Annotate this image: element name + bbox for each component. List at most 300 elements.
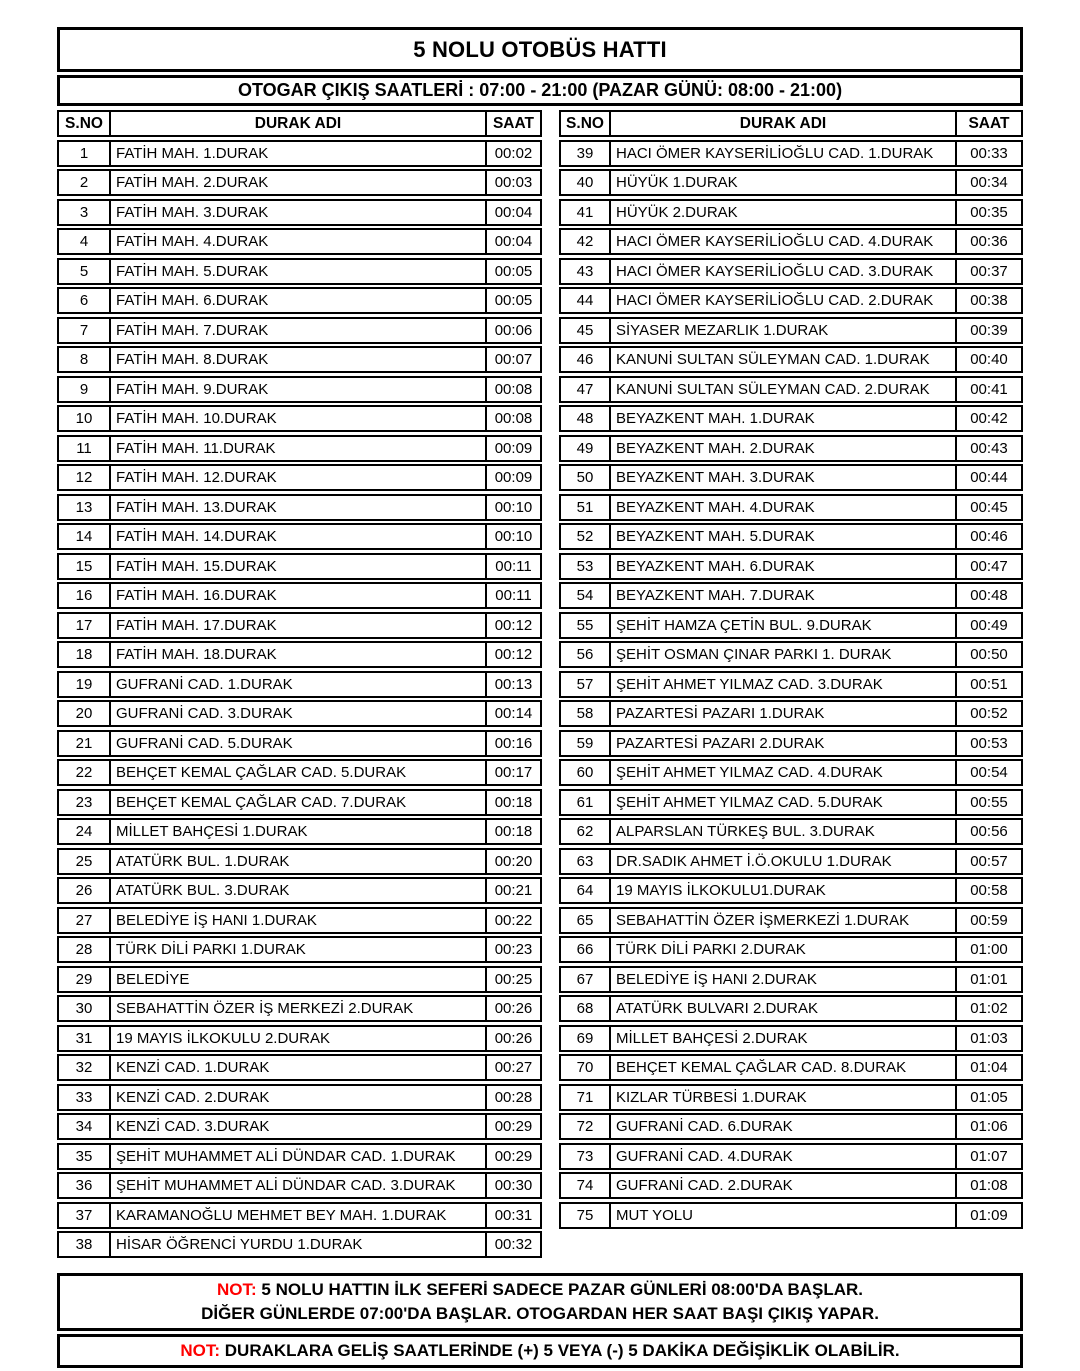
stop-time-cell: 00:20 — [485, 848, 542, 875]
stop-number-cell: 58 — [559, 700, 611, 727]
table-row — [559, 877, 1023, 904]
stop-name-cell: ATATÜRK BULVARI 2.DURAK — [609, 995, 957, 1022]
table-row — [559, 140, 1023, 167]
table-row — [559, 641, 1023, 668]
stop-time-cell: 01:07 — [955, 1143, 1023, 1170]
stop-number-cell: 48 — [559, 405, 611, 432]
stop-time-cell: 00:45 — [955, 494, 1023, 521]
footer-notes — [57, 1273, 1023, 1368]
note-line — [60, 1339, 1020, 1363]
stop-time-cell: 01:06 — [955, 1113, 1023, 1140]
stop-number-cell: 5 — [57, 258, 111, 285]
stop-time-cell: 00:47 — [955, 553, 1023, 580]
stop-number-cell: 71 — [559, 1084, 611, 1111]
stop-time-cell: 00:46 — [955, 523, 1023, 550]
stop-time-cell: 00:12 — [485, 612, 542, 639]
stop-number-cell: 52 — [559, 523, 611, 550]
table-row — [57, 435, 542, 462]
departure-hours-subtitle: OTOGAR ÇIKIŞ SAATLERİ : 07:00 - 21:00 (PAZAR GÜNÜ: 08:00 - 21:00) — [57, 75, 1023, 106]
table-row — [559, 612, 1023, 639]
stop-number-cell: 55 — [559, 612, 611, 639]
note-first-departure — [57, 1273, 1023, 1331]
stop-time-cell: 00:26 — [485, 1025, 542, 1052]
table-row — [559, 287, 1023, 314]
table-row — [559, 1025, 1023, 1052]
stop-time-cell: 00:33 — [955, 140, 1023, 167]
stop-number-cell: 60 — [559, 759, 611, 786]
stop-time-cell: 01:01 — [955, 966, 1023, 993]
stop-name-cell: ATATÜRK BUL. 1.DURAK — [109, 848, 487, 875]
stop-time-cell: 00:06 — [485, 317, 542, 344]
stop-number-cell: 63 — [559, 848, 611, 875]
stop-time-cell: 00:11 — [485, 582, 542, 609]
note-label: NOT: — [216, 1279, 257, 1299]
stop-name-cell: FATİH MAH. 16.DURAK — [109, 582, 487, 609]
stop-name-cell: TÜRK DİLİ PARKI 2.DURAK — [609, 936, 957, 963]
stop-name-cell: KENZİ CAD. 3.DURAK — [109, 1113, 487, 1140]
table-row — [57, 877, 542, 904]
table-row — [57, 1172, 542, 1199]
stop-number-cell: 14 — [57, 523, 111, 550]
stop-time-cell: 00:49 — [955, 612, 1023, 639]
stop-name-cell: FATİH MAH. 17.DURAK — [109, 612, 487, 639]
stop-time-cell: 00:09 — [485, 464, 542, 491]
table-row — [57, 228, 542, 255]
table-row — [559, 1172, 1023, 1199]
stop-number-cell: 45 — [559, 317, 611, 344]
stop-number-cell: 26 — [57, 877, 111, 904]
stop-time-cell: 00:10 — [485, 523, 542, 550]
table-row — [57, 582, 542, 609]
stop-number-cell: 46 — [559, 346, 611, 373]
stop-time-cell: 00:11 — [485, 553, 542, 580]
stop-name-cell: BELEDİYE — [109, 966, 487, 993]
stop-number-cell: 34 — [57, 1113, 111, 1140]
stop-number-cell: 7 — [57, 317, 111, 344]
stop-time-cell: 00:07 — [485, 346, 542, 373]
stop-time-cell: 00:44 — [955, 464, 1023, 491]
stop-number-cell: 68 — [559, 995, 611, 1022]
stop-time-cell: 00:23 — [485, 936, 542, 963]
stop-time-cell: 01:03 — [955, 1025, 1023, 1052]
stop-name-cell: FATİH MAH. 8.DURAK — [109, 346, 487, 373]
stop-name-cell: PAZARTESİ PAZARI 2.DURAK — [609, 730, 957, 757]
stop-name-cell: GUFRANİ CAD. 6.DURAK — [609, 1113, 957, 1140]
stop-number-cell: 44 — [559, 287, 611, 314]
table-row — [559, 346, 1023, 373]
stop-number-cell: 64 — [559, 877, 611, 904]
stop-number-cell: 10 — [57, 405, 111, 432]
stop-time-cell: 00:56 — [955, 818, 1023, 845]
stop-time-cell: 00:50 — [955, 641, 1023, 668]
stop-number-cell: 24 — [57, 818, 111, 845]
page-title: 5 NOLU OTOBÜS HATTI — [57, 27, 1023, 72]
table-row — [559, 523, 1023, 550]
stop-number-cell: 40 — [559, 169, 611, 196]
stop-number-cell: 25 — [57, 848, 111, 875]
table-row — [57, 523, 542, 550]
stop-name-cell: KIZLAR TÜRBESİ 1.DURAK — [609, 1084, 957, 1111]
table-row — [559, 671, 1023, 698]
table-row — [57, 995, 542, 1022]
table-row — [57, 641, 542, 668]
stop-number-cell: 28 — [57, 936, 111, 963]
table-row — [57, 612, 542, 639]
stop-number-cell: 13 — [57, 494, 111, 521]
stop-number-cell: 22 — [57, 759, 111, 786]
stop-name-cell: 19 MAYIS İLKOKULU 2.DURAK — [109, 1025, 487, 1052]
stop-number-cell: 43 — [559, 258, 611, 285]
stop-number-cell: 19 — [57, 671, 111, 698]
table-row — [559, 848, 1023, 875]
stop-time-cell: 01:04 — [955, 1054, 1023, 1081]
stop-time-cell: 00:02 — [485, 140, 542, 167]
table-row — [559, 317, 1023, 344]
stop-name-cell: FATİH MAH. 18.DURAK — [109, 641, 487, 668]
stop-time-cell: 00:27 — [485, 1054, 542, 1081]
table-row — [559, 818, 1023, 845]
table-row — [57, 317, 542, 344]
table-row — [559, 553, 1023, 580]
stop-number-cell: 53 — [559, 553, 611, 580]
stop-number-cell: 54 — [559, 582, 611, 609]
stop-number-cell: 6 — [57, 287, 111, 314]
stop-name-cell: HACI ÖMER KAYSERİLİOĞLU CAD. 3.DURAK — [609, 258, 957, 285]
stop-name-cell: DR.SADIK AHMET İ.Ö.OKULU 1.DURAK — [609, 848, 957, 875]
table-row — [57, 376, 542, 403]
stop-number-cell: 9 — [57, 376, 111, 403]
stop-name-cell: HÜYÜK 1.DURAK — [609, 169, 957, 196]
table-row — [559, 995, 1023, 1022]
table-row — [57, 730, 542, 757]
table-row — [57, 1202, 542, 1229]
table-row — [57, 759, 542, 786]
stop-name-cell: FATİH MAH. 12.DURAK — [109, 464, 487, 491]
stop-name-cell: MUT YOLU — [609, 1202, 957, 1229]
table-row — [57, 907, 542, 934]
stop-name-cell: ŞEHİT AHMET YILMAZ CAD. 4.DURAK — [609, 759, 957, 786]
stop-number-cell: 17 — [57, 612, 111, 639]
stop-name-cell: ŞEHİT AHMET YILMAZ CAD. 3.DURAK — [609, 671, 957, 698]
stop-name-cell: ŞEHİT HAMZA ÇETİN BUL. 9.DURAK — [609, 612, 957, 639]
table-row — [57, 1054, 542, 1081]
stop-time-cell: 00:05 — [485, 258, 542, 285]
table-row — [57, 287, 542, 314]
table-row — [57, 494, 542, 521]
stop-name-cell: BEHÇET KEMAL ÇAĞLAR CAD. 5.DURAK — [109, 759, 487, 786]
stop-number-cell: 37 — [57, 1202, 111, 1229]
table-row — [559, 936, 1023, 963]
stop-name-cell: ŞEHİT AHMET YILMAZ CAD. 5.DURAK — [609, 789, 957, 816]
stop-name-cell: BELEDİYE İŞ HANI 2.DURAK — [609, 966, 957, 993]
header-stop-name: DURAK ADI — [609, 110, 957, 137]
stop-time-cell: 00:53 — [955, 730, 1023, 757]
table-row — [559, 907, 1023, 934]
stop-name-cell: GUFRANİ CAD. 3.DURAK — [109, 700, 487, 727]
stop-number-cell: 73 — [559, 1143, 611, 1170]
stop-name-cell: HİSAR ÖĞRENCİ YURDU 1.DURAK — [109, 1231, 487, 1258]
stop-number-cell: 75 — [559, 1202, 611, 1229]
stop-time-cell: 00:05 — [485, 287, 542, 314]
stop-number-cell: 21 — [57, 730, 111, 757]
stop-name-cell: GUFRANİ CAD. 2.DURAK — [609, 1172, 957, 1199]
stop-name-cell: PAZARTESİ PAZARI 1.DURAK — [609, 700, 957, 727]
header-time: SAAT — [485, 110, 542, 137]
stop-name-cell: KANUNİ SULTAN SÜLEYMAN CAD. 2.DURAK — [609, 376, 957, 403]
table-row — [57, 464, 542, 491]
schedule-table-right — [559, 110, 1023, 1231]
stop-number-cell: 38 — [57, 1231, 111, 1258]
stop-number-cell: 69 — [559, 1025, 611, 1052]
table-row — [57, 346, 542, 373]
stop-time-cell: 00:22 — [485, 907, 542, 934]
table-row — [57, 1113, 542, 1140]
stop-name-cell: KARAMANOĞLU MEHMET BEY MAH. 1.DURAK — [109, 1202, 487, 1229]
table-row — [57, 848, 542, 875]
stop-name-cell: ŞEHİT MUHAMMET ALİ DÜNDAR CAD. 1.DURAK — [109, 1143, 487, 1170]
table-row — [559, 494, 1023, 521]
table-row — [559, 1084, 1023, 1111]
stop-name-cell: FATİH MAH. 4.DURAK — [109, 228, 487, 255]
stop-number-cell: 1 — [57, 140, 111, 167]
stop-name-cell: HACI ÖMER KAYSERİLİOĞLU CAD. 1.DURAK — [609, 140, 957, 167]
right-table-body — [559, 140, 1023, 1229]
stop-name-cell: FATİH MAH. 13.DURAK — [109, 494, 487, 521]
stop-number-cell: 3 — [57, 199, 111, 226]
stop-time-cell: 00:16 — [485, 730, 542, 757]
stop-time-cell: 00:34 — [955, 169, 1023, 196]
header-stop-number: S.NO — [57, 110, 111, 137]
table-row — [559, 759, 1023, 786]
stop-number-cell: 2 — [57, 169, 111, 196]
stop-name-cell: FATİH MAH. 5.DURAK — [109, 258, 487, 285]
stop-number-cell: 35 — [57, 1143, 111, 1170]
stop-name-cell: ŞEHİT OSMAN ÇINAR PARKI 1. DURAK — [609, 641, 957, 668]
stop-name-cell: BEYAZKENT MAH. 4.DURAK — [609, 494, 957, 521]
stop-number-cell: 61 — [559, 789, 611, 816]
table-row — [57, 789, 542, 816]
stop-number-cell: 33 — [57, 1084, 111, 1111]
stop-name-cell: FATİH MAH. 9.DURAK — [109, 376, 487, 403]
table-row — [559, 435, 1023, 462]
table-row — [57, 671, 542, 698]
table-row — [57, 818, 542, 845]
stop-time-cell: 00:08 — [485, 405, 542, 432]
stop-name-cell: GUFRANİ CAD. 1.DURAK — [109, 671, 487, 698]
stop-number-cell: 12 — [57, 464, 111, 491]
stop-number-cell: 47 — [559, 376, 611, 403]
stop-name-cell: ATATÜRK BUL. 3.DURAK — [109, 877, 487, 904]
table-row — [57, 169, 542, 196]
stop-number-cell: 66 — [559, 936, 611, 963]
stop-number-cell: 70 — [559, 1054, 611, 1081]
stop-name-cell: BEYAZKENT MAH. 1.DURAK — [609, 405, 957, 432]
table-row — [57, 1143, 542, 1170]
table-row — [57, 140, 542, 167]
header-stop-number: S.NO — [559, 110, 611, 137]
stop-time-cell: 00:35 — [955, 199, 1023, 226]
stop-name-cell: HACI ÖMER KAYSERİLİOĞLU CAD. 4.DURAK — [609, 228, 957, 255]
table-row — [559, 1054, 1023, 1081]
stop-time-cell: 00:38 — [955, 287, 1023, 314]
table-row — [57, 1231, 542, 1258]
table-row — [559, 730, 1023, 757]
stop-name-cell: 19 MAYIS İLKOKULU1.DURAK — [609, 877, 957, 904]
stop-number-cell: 72 — [559, 1113, 611, 1140]
stop-name-cell: FATİH MAH. 3.DURAK — [109, 199, 487, 226]
schedule-tables — [57, 110, 1023, 1261]
stop-name-cell: ALPARSLAN TÜRKEŞ BUL. 3.DURAK — [609, 818, 957, 845]
stop-name-cell: FATİH MAH. 2.DURAK — [109, 169, 487, 196]
stop-name-cell: BEYAZKENT MAH. 3.DURAK — [609, 464, 957, 491]
stop-time-cell: 00:18 — [485, 789, 542, 816]
stop-time-cell: 00:39 — [955, 317, 1023, 344]
stop-name-cell: FATİH MAH. 11.DURAK — [109, 435, 487, 462]
stop-number-cell: 57 — [559, 671, 611, 698]
stop-number-cell: 59 — [559, 730, 611, 757]
stop-number-cell: 32 — [57, 1054, 111, 1081]
stop-name-cell: KENZİ CAD. 2.DURAK — [109, 1084, 487, 1111]
stop-number-cell: 39 — [559, 140, 611, 167]
stop-number-cell: 50 — [559, 464, 611, 491]
header-stop-name: DURAK ADI — [109, 110, 487, 137]
stop-name-cell: TÜRK DİLİ PARKI 1.DURAK — [109, 936, 487, 963]
stop-time-cell: 00:54 — [955, 759, 1023, 786]
note-text: DURAKLARA GELİŞ SAATLERİNDE (+) 5 VEYA (-) 5 DAKİKA DEĞİŞİKLİK OLABİLİR. — [224, 1340, 900, 1360]
stop-number-cell: 16 — [57, 582, 111, 609]
stop-time-cell: 00:14 — [485, 700, 542, 727]
table-row — [57, 1084, 542, 1111]
table-row — [57, 966, 542, 993]
stop-name-cell: BEHÇET KEMAL ÇAĞLAR CAD. 8.DURAK — [609, 1054, 957, 1081]
stop-number-cell: 11 — [57, 435, 111, 462]
stop-name-cell: BELEDİYE İŞ HANI 1.DURAK — [109, 907, 487, 934]
stop-name-cell: FATİH MAH. 7.DURAK — [109, 317, 487, 344]
note-text: DİĞER GÜNLERDE 07:00'DA BAŞLAR. OTOGARDAN HER SAAT BAŞI ÇIKIŞ YAPAR. — [201, 1303, 879, 1323]
note-line — [60, 1302, 1020, 1326]
table-row — [57, 405, 542, 432]
stop-name-cell: BEHÇET KEMAL ÇAĞLAR CAD. 7.DURAK — [109, 789, 487, 816]
stop-time-cell: 00:30 — [485, 1172, 542, 1199]
table-row — [57, 258, 542, 285]
stop-name-cell: BEYAZKENT MAH. 7.DURAK — [609, 582, 957, 609]
stop-name-cell: FATİH MAH. 10.DURAK — [109, 405, 487, 432]
stop-time-cell: 00:21 — [485, 877, 542, 904]
stop-name-cell: BEYAZKENT MAH. 2.DURAK — [609, 435, 957, 462]
stop-number-cell: 36 — [57, 1172, 111, 1199]
stop-time-cell: 00:18 — [485, 818, 542, 845]
stop-time-cell: 00:48 — [955, 582, 1023, 609]
stop-time-cell: 00:08 — [485, 376, 542, 403]
stop-number-cell: 67 — [559, 966, 611, 993]
table-row — [559, 376, 1023, 403]
stop-name-cell: HÜYÜK 2.DURAK — [609, 199, 957, 226]
stop-name-cell: GUFRANİ CAD. 4.DURAK — [609, 1143, 957, 1170]
table-row — [559, 1202, 1023, 1229]
note-time-variation — [57, 1334, 1023, 1368]
table-row — [559, 789, 1023, 816]
stop-name-cell: KENZİ CAD. 1.DURAK — [109, 1054, 487, 1081]
stop-time-cell: 00:52 — [955, 700, 1023, 727]
stop-number-cell: 30 — [57, 995, 111, 1022]
stop-number-cell: 51 — [559, 494, 611, 521]
stop-number-cell: 74 — [559, 1172, 611, 1199]
stop-time-cell: 01:08 — [955, 1172, 1023, 1199]
table-row — [57, 553, 542, 580]
stop-number-cell: 56 — [559, 641, 611, 668]
stop-time-cell: 00:29 — [485, 1143, 542, 1170]
stop-time-cell: 00:28 — [485, 1084, 542, 1111]
stop-time-cell: 00:12 — [485, 641, 542, 668]
header-time: SAAT — [955, 110, 1023, 137]
stop-name-cell: MİLLET BAHÇESİ 1.DURAK — [109, 818, 487, 845]
stop-time-cell: 00:31 — [485, 1202, 542, 1229]
column-header-row — [57, 110, 542, 137]
stop-time-cell: 00:59 — [955, 907, 1023, 934]
table-row — [559, 405, 1023, 432]
stop-number-cell: 31 — [57, 1025, 111, 1052]
stop-number-cell: 49 — [559, 435, 611, 462]
stop-time-cell: 00:32 — [485, 1231, 542, 1258]
table-row — [57, 199, 542, 226]
timetable-document — [57, 27, 1023, 1371]
note-text: 5 NOLU HATTIN İLK SEFERİ SADECE PAZAR GÜNLERİ 08:00'DA BAŞLAR. — [261, 1279, 863, 1299]
stop-time-cell: 00:37 — [955, 258, 1023, 285]
stop-name-cell: SEBAHATTİN ÖZER İŞMERKEZİ 1.DURAK — [609, 907, 957, 934]
stop-number-cell: 65 — [559, 907, 611, 934]
note-label: NOT: — [180, 1340, 221, 1360]
stop-time-cell: 00:13 — [485, 671, 542, 698]
stop-name-cell: FATİH MAH. 15.DURAK — [109, 553, 487, 580]
stop-name-cell: FATİH MAH. 6.DURAK — [109, 287, 487, 314]
stop-name-cell: FATİH MAH. 1.DURAK — [109, 140, 487, 167]
stop-number-cell: 42 — [559, 228, 611, 255]
stop-name-cell: GUFRANİ CAD. 5.DURAK — [109, 730, 487, 757]
stop-name-cell: SEBAHATTİN ÖZER İŞ MERKEZİ 2.DURAK — [109, 995, 487, 1022]
table-row — [559, 464, 1023, 491]
stop-number-cell: 15 — [57, 553, 111, 580]
stop-name-cell: ŞEHİT MUHAMMET ALİ DÜNDAR CAD. 3.DURAK — [109, 1172, 487, 1199]
table-row — [559, 966, 1023, 993]
stop-number-cell: 20 — [57, 700, 111, 727]
stop-time-cell: 00:55 — [955, 789, 1023, 816]
stop-time-cell: 00:25 — [485, 966, 542, 993]
stop-number-cell: 41 — [559, 199, 611, 226]
stop-name-cell: HACI ÖMER KAYSERİLİOĞLU CAD. 2.DURAK — [609, 287, 957, 314]
stop-number-cell: 29 — [57, 966, 111, 993]
table-row — [57, 1025, 542, 1052]
column-header-row — [559, 110, 1023, 137]
stop-name-cell: BEYAZKENT MAH. 6.DURAK — [609, 553, 957, 580]
stop-name-cell: MİLLET BAHÇESİ 2.DURAK — [609, 1025, 957, 1052]
left-table-body — [57, 140, 542, 1259]
stop-time-cell: 01:02 — [955, 995, 1023, 1022]
table-row — [559, 582, 1023, 609]
stop-time-cell: 00:40 — [955, 346, 1023, 373]
stop-time-cell: 00:10 — [485, 494, 542, 521]
stop-time-cell: 00:17 — [485, 759, 542, 786]
stop-time-cell: 00:09 — [485, 435, 542, 462]
stop-number-cell: 62 — [559, 818, 611, 845]
stop-number-cell: 23 — [57, 789, 111, 816]
table-row — [559, 169, 1023, 196]
stop-time-cell: 00:03 — [485, 169, 542, 196]
table-row — [57, 700, 542, 727]
table-row — [559, 700, 1023, 727]
stop-time-cell: 00:36 — [955, 228, 1023, 255]
stop-time-cell: 00:58 — [955, 877, 1023, 904]
table-row — [559, 1113, 1023, 1140]
